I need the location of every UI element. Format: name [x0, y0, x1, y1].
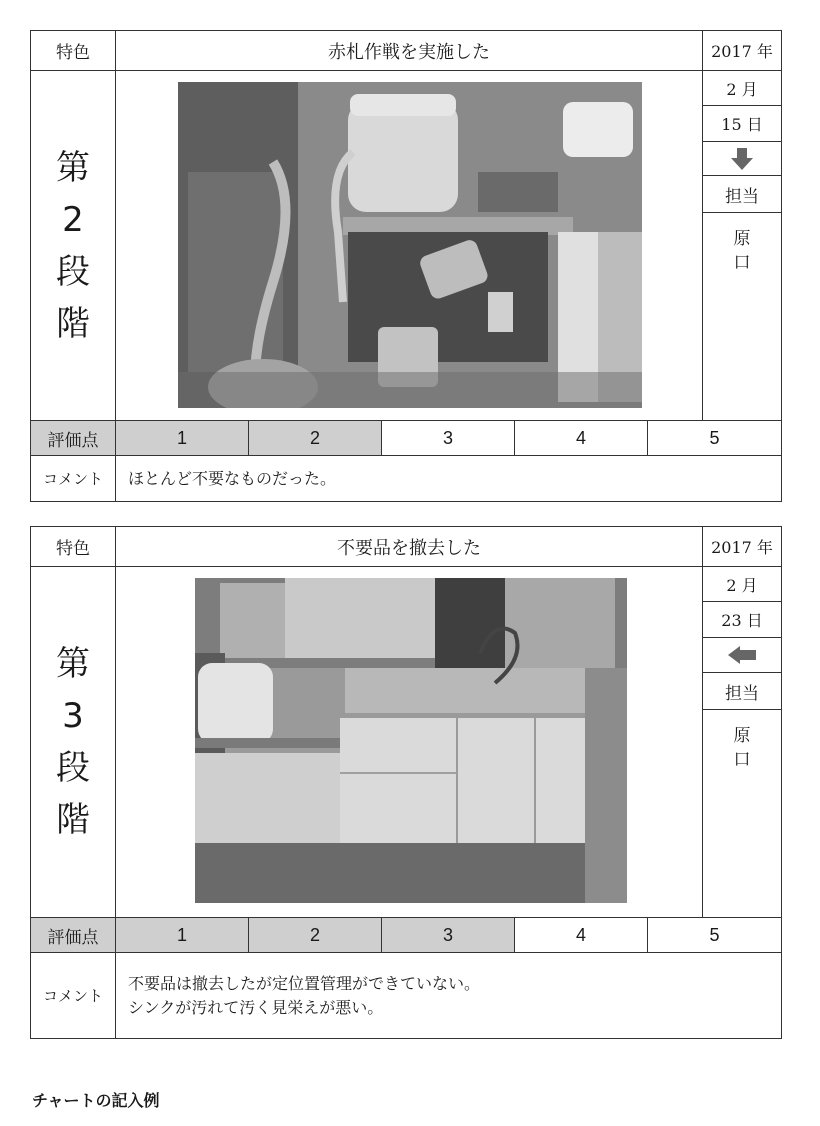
- rating-score-1: 1: [115, 918, 248, 953]
- rating-score-4: 4: [514, 421, 647, 456]
- rating-score-5: 5: [647, 421, 781, 456]
- left-arrow-icon: [727, 645, 757, 665]
- person-label: 担当: [702, 176, 781, 213]
- arrow-cell: [702, 142, 781, 176]
- stage-char: 段: [56, 251, 90, 292]
- comment-text: [115, 456, 781, 501]
- month-cell: 2 月: [702, 71, 781, 106]
- comment-line: 不要品は撤去したが定位置管理ができていない。: [128, 973, 481, 993]
- stage-char: 第: [56, 147, 90, 188]
- person-name: [702, 710, 781, 918]
- arrow-cell: [702, 638, 781, 673]
- person-label: 担当: [702, 673, 781, 710]
- month-cell: 2 月: [702, 567, 781, 602]
- stage-char: 階: [56, 303, 90, 344]
- person-char: 原: [733, 229, 751, 249]
- kitchen-photo-image: [178, 82, 642, 408]
- person-char: 口: [733, 253, 751, 273]
- stage-char: 3: [62, 696, 84, 736]
- down-arrow-icon: [731, 147, 753, 171]
- stage-label: [31, 71, 115, 421]
- rating-score-3: 3: [381, 918, 514, 953]
- stage-char: 2: [62, 199, 84, 240]
- rating-label: 評価点: [31, 918, 115, 953]
- rating-score-2: 2: [248, 421, 381, 456]
- kitchen-photo-image: [195, 578, 627, 903]
- card-title: 不要品を撤去した: [115, 527, 702, 567]
- rating-label: 評価点: [31, 421, 115, 456]
- person-char: 原: [733, 726, 751, 746]
- stage-char: 段: [56, 748, 90, 788]
- comment-line: シンクが汚れて汚く見栄えが悪い。: [128, 997, 384, 1017]
- comment-label: コメント: [42, 470, 103, 488]
- chart-card-stage-3: [30, 526, 782, 1039]
- stage-label: [31, 567, 115, 918]
- day-cell: 23 日: [702, 602, 781, 638]
- person-name: [702, 213, 781, 421]
- footer-caption: チャートの記入例: [32, 1091, 160, 1110]
- stage-char: 階: [56, 800, 90, 840]
- rating-score-4: 4: [514, 918, 647, 953]
- rating-score-5: 5: [647, 918, 781, 953]
- year-cell: 2017 年: [702, 31, 781, 71]
- person-char: 口: [733, 750, 751, 770]
- day-cell: 15 日: [702, 106, 781, 142]
- year-cell: 2017 年: [702, 527, 781, 567]
- chart-card-stage-2: [30, 30, 782, 502]
- comment-line: ほとんど不要なものだった。: [128, 468, 337, 488]
- rating-score-2: 2: [248, 918, 381, 953]
- card-title: 赤札作戦を実施した: [115, 31, 702, 71]
- comment-label: コメント: [42, 987, 103, 1005]
- kitchen-photo: [178, 82, 642, 408]
- comment-text: [115, 953, 781, 1038]
- stage-char: 第: [56, 644, 90, 684]
- feature-label: 特色: [31, 31, 115, 71]
- kitchen-photo: [195, 578, 627, 903]
- rating-score-1: 1: [115, 421, 248, 456]
- feature-label: 特色: [31, 527, 115, 567]
- rating-score-3: 3: [381, 421, 514, 456]
